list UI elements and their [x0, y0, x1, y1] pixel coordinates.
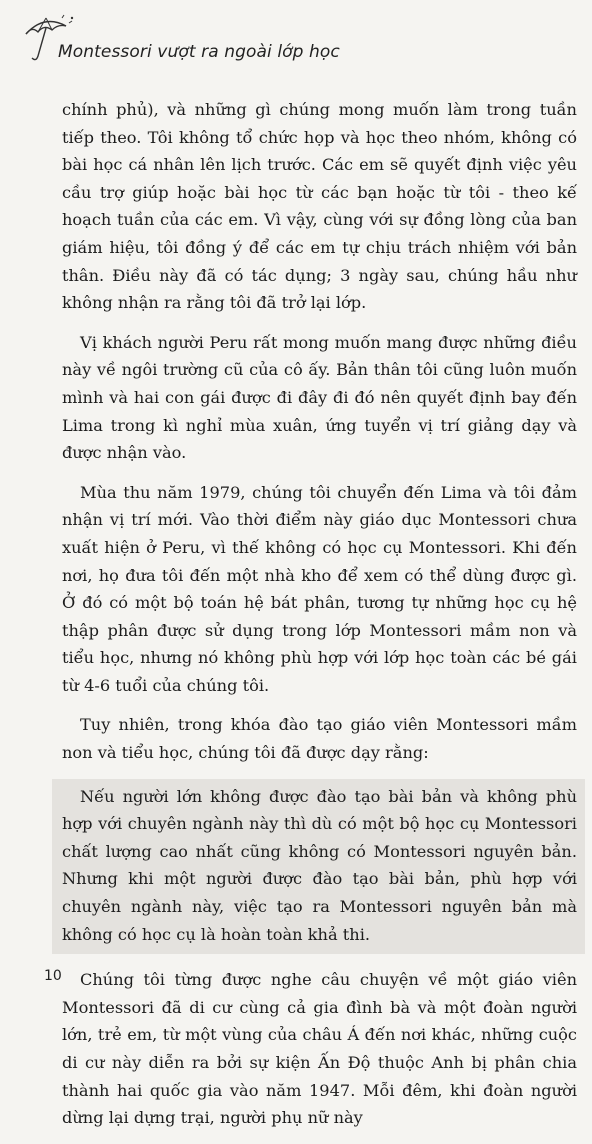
paragraph-6: Chúng tôi từng được nghe câu chuyện về một giáo viên Montessori đã di cư cùng cả gia đình bà và một đoàn người lớn, trẻ em, từ một vùng của châu Á đến nơi khác, những cuộc di cư này diễn ra bởi sự kiện Ấn Độ thuộc Anh bị phân chia thành hai quốc gia vào năm 1947. Mỗi đêm, khi đoàn người dừng lại dựng trại, người phụ nữ này — [62, 970, 577, 1128]
body-text — [62, 96, 577, 1144]
running-header — [22, 10, 582, 70]
paragraph-2: Vị khách người Peru rất mong muốn mang được những điều này về ngôi trường cũ của cô ấy. Bản thân tôi cũng luôn muốn mình và hai con gái được đi đây đi đó nên quyết định bay đến Lima trong kì nghỉ mùa xuân, ứng tuyển vị trí giảng dạy và được nhận vào. — [62, 332, 577, 463]
paragraph-1: chính phủ), và những gì chúng mong muốn làm trong tuần tiếp theo. Tôi không tổ chức họp và học theo nhóm, không có bài học cá nhân lên lịch trước. Các em sẽ quyết định việc yêu cầu trợ giúp hoặc bài học từ các bạn hoặc từ tôi - theo kế hoạch tuần của các em. Vì vậy, cùng với sự đồng lòng của ban giám hiệu, tôi đồng ý để các em tự chịu trách nhiệm với bản thân. Điều này đã có tác dụng; 3 ngày sau, chúng hầu như không nhận ra rằng tôi đã trở lại lớp. — [62, 100, 577, 313]
page-number: 10 — [44, 968, 62, 984]
quote-block: Nếu người lớn không được đào tạo bài bản và không phù hợp với chuyên ngành này thì dù có một bộ học cụ Montessori chất lượng cao nhất cũng không có Montessori nguyên bản. Nhưng khi một người được đào tạo bài bản, phù hợp với chuyên ngành này, việc tạo ra Montessori nguyên bản mà không có học cụ là hoàn toàn khả thi. — [52, 779, 585, 955]
paragraph-3: Mùa thu năm 1979, chúng tôi chuyển đến Lima và tôi đảm nhận vị trí mới. Vào thời điểm này giáo dục Montessori chưa xuất hiện ở Peru, vì thế không có học cụ Montessori. Khi đến nơi, họ đưa tôi đến một nhà kho để xem có thể dùng được gì. Ở đó có một bộ toán hệ bát phân, tương tự những học cụ hệ thập phân được sử dụng trong lớp Montessori mầm non và tiểu học, nhưng nó không phù hợp với lớp học toàn các bé gái từ 4-6 tuổi của chúng tôi. — [62, 482, 577, 695]
running-header-title: Montessori vượt ra ngoài lớp học — [58, 42, 340, 62]
paragraph-4: Tuy nhiên, trong khóa đào tạo giáo viên Montessori mầm non và tiểu học, chúng tôi đã được dạy rằng: — [62, 715, 577, 763]
